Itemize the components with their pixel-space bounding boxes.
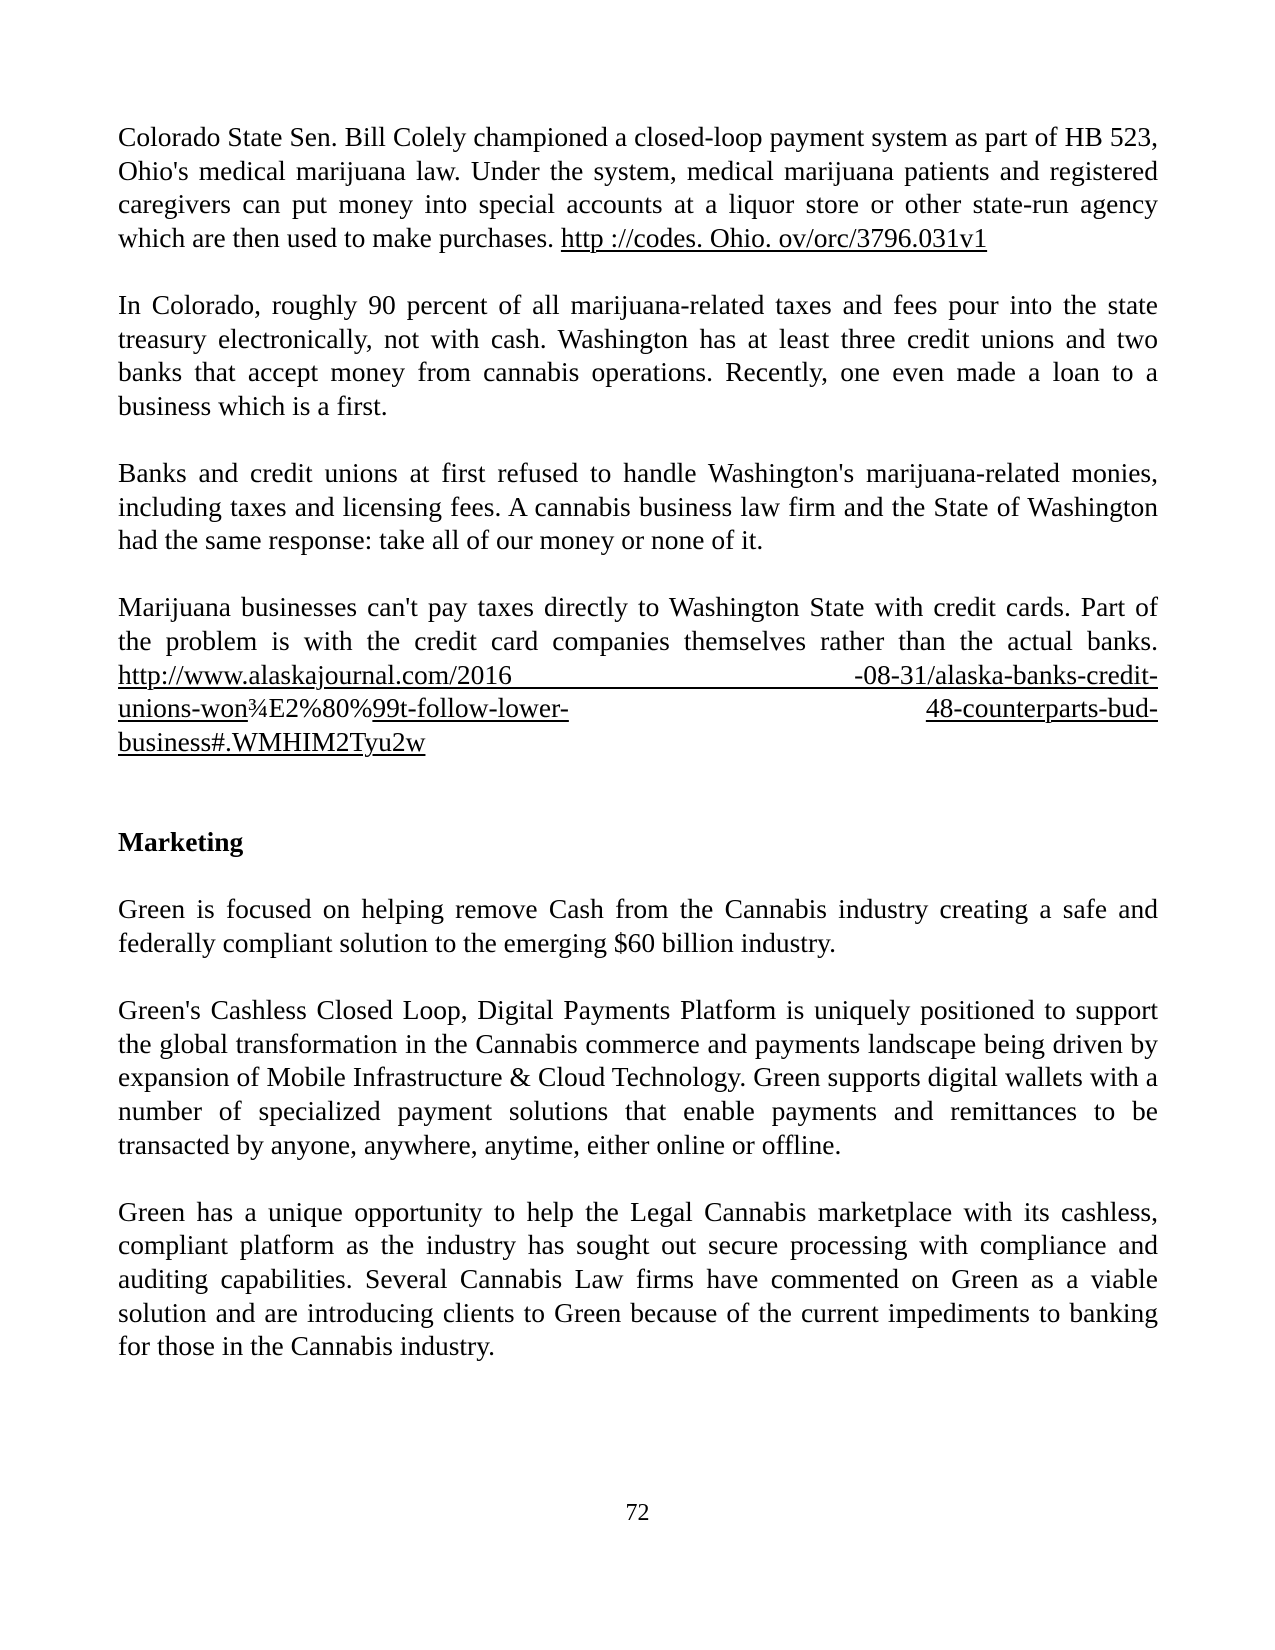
link-plain-segment: ¾E2%80%	[247, 692, 373, 724]
alaska-journal-link[interactable]: http://www.alaskajournal.com/2016 -08-31/alaska-banks-credit-	[118, 658, 1158, 690]
paragraph-marketing-opportunity: Green has a unique opportunity to help the Legal Cannabis marketplace with its cashless, compliant platform as the industry has sought out secure processing with compliance and auditing capabilities. Several Cannabis Law firms have commented on Green as a viable solution and are introducing clients to Green because of the current impediments to banking for those in the Cannabis industry.	[118, 1195, 1158, 1362]
document-page	[118, 120, 1158, 1396]
link-final-line	[118, 725, 1158, 759]
paragraph-washington-banks: Banks and credit unions at first refused to handle Washington's marijuana-related monies, including taxes and licensing fees. A cannabis business law firm and the State of Washington had the same response: take all of our money or none of it.	[118, 456, 1158, 556]
alaska-journal-link-segment[interactable]: 99t-follow-lower-	[372, 692, 569, 724]
paragraph-text: Marijuana businesses can't pay taxes directly to Washington State with credit cards. Part of the problem is with the credit card companies themselves rather than the actual banks.	[118, 591, 1158, 656]
link-segment-group	[118, 691, 569, 725]
alaska-journal-link-segment[interactable]: business#.WMHIM2Tyu2w	[118, 725, 426, 757]
paragraph-marketing-focus: Green is focused on helping remove Cash from the Cannabis industry creating a safe and federally compliant solution to the emerging $60 billion industry.	[118, 893, 1158, 959]
alaska-journal-link-segment[interactable]: unions-won	[118, 692, 248, 724]
page-number: 72	[625, 1500, 650, 1526]
paragraph-text: Colorado State Sen. Bill Colely championed a closed-loop payment system as part of HB 523, Ohio's medical marijuana law. Under the system, medical marijuana patients and registered caregivers can put money into special accounts at a liquor store or other state-run agency which are then used to make purchases.	[118, 121, 1158, 253]
paragraph-colorado-taxes: In Colorado, roughly 90 percent of all marijuana-related taxes and fees pour into the state treasury electronically, not with cash. Washington has at least three credit unions and two banks that accept money from cannabis operations. Recently, one even made a loan to a business which is a first.	[118, 288, 1158, 421]
paragraph-marketing-platform: Green's Cashless Closed Loop, Digital Payments Platform is uniquely positioned to support the global transformation in the Cannabis commerce and payments landscape being driven by expansion of Mobile Infrastructure & Cloud Technology. Green supports digital wallets with a number of specialized payment solutions that enable payments and remittances to be transacted by anyone, anywhere, anytime, either online or offline.	[118, 994, 1158, 1160]
paragraph-ohio-closed-loop	[118, 120, 1158, 254]
section-heading-marketing: Marketing	[118, 826, 244, 858]
paragraph-credit-cards	[118, 590, 1158, 758]
paragraph-body	[118, 590, 1158, 691]
alaska-journal-link-segment[interactable]: 48-counterparts-bud-	[925, 692, 1158, 724]
ohio-codes-link[interactable]: http ://codes. Ohio. ov/orc/3796.031v1	[560, 221, 988, 253]
link-continuation-line	[118, 691, 1158, 725]
